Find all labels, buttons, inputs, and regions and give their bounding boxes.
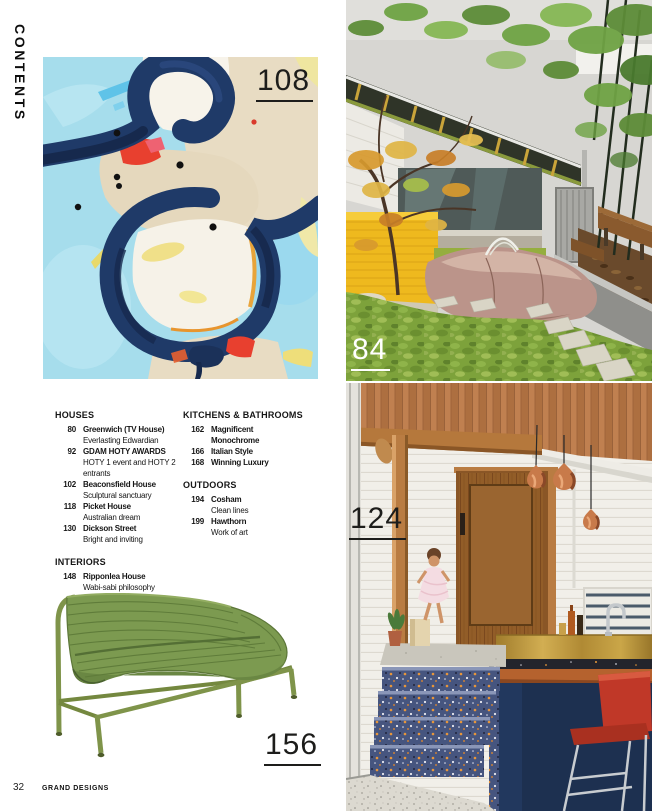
entry-page-number: 118 <box>63 502 76 511</box>
feature-page-number-garden: 84 <box>351 335 390 371</box>
entry-title: Beaconsfield House <box>83 480 156 489</box>
entry-page-number: 102 <box>63 480 76 489</box>
section-heading: HOUSES <box>55 410 95 420</box>
entry-page-number: 162 <box>191 425 204 434</box>
toc-column-left <box>55 410 178 605</box>
footer-page-number: 32 <box>13 782 25 793</box>
courtyard-garden-photo <box>346 0 652 381</box>
kitchen-entry-photo <box>346 383 652 811</box>
entry-subtitle: HOTY 1 event and HOTY 2 entrants <box>83 458 176 478</box>
feature-page-number-bench: 156 <box>264 730 321 766</box>
entry-title: Greenwich (TV House) <box>83 425 165 434</box>
entry-title: Italian Style <box>211 447 253 456</box>
toc-section-interiors <box>55 557 178 593</box>
toc-entry <box>55 523 178 545</box>
entry-subtitle: Australian dream <box>83 513 141 522</box>
toc-entry <box>183 424 301 446</box>
toc-entry <box>55 501 178 523</box>
entry-title: Dickson Street <box>83 524 137 533</box>
entry-page-number: 80 <box>67 425 76 434</box>
entry-page-number: 166 <box>191 447 204 456</box>
section-heading: INTERIORS <box>55 557 106 567</box>
section-heading: OUTDOORS <box>183 480 237 490</box>
entry-subtitle: Bright and inviting <box>83 535 143 544</box>
toc-entry <box>183 494 301 516</box>
feature-page-number-kitchen: 124 <box>349 504 406 540</box>
entry-subtitle: Everlasting Edwardian <box>83 436 159 445</box>
entry-page-number: 199 <box>191 517 204 526</box>
toc-section-kitchens-bathrooms <box>183 410 301 468</box>
entry-page-number: 92 <box>67 447 76 456</box>
abstract-painting-image <box>43 57 318 379</box>
entry-subtitle: Work of art <box>211 528 248 537</box>
footer-magazine-title: GRAND DESIGNS <box>42 785 109 792</box>
entry-title: Winning Luxury <box>211 458 269 467</box>
toc-entry <box>55 446 178 479</box>
entry-subtitle: Clean lines <box>211 506 249 515</box>
entry-subtitle: Wabi-sabi philosophy <box>83 583 155 592</box>
toc-column-right <box>183 410 301 550</box>
entry-title: Hawthorn <box>211 517 247 526</box>
entry-title: GDAM HOTY AWARDS <box>83 447 166 456</box>
entry-subtitle: Sculptural sanctuary <box>83 491 152 500</box>
entry-title: Ripponlea House <box>83 572 146 581</box>
toc-entry <box>183 457 301 468</box>
toc-entry <box>183 446 301 457</box>
toc-section-houses <box>55 410 178 545</box>
entry-title: Picket House <box>83 502 131 511</box>
toc-section-outdoors <box>183 480 301 538</box>
entry-title: Cosham <box>211 495 242 504</box>
toc-entry <box>183 516 301 538</box>
entry-page-number: 194 <box>191 495 204 504</box>
entry-title: Magnificent Monochrome <box>211 425 260 445</box>
feature-page-number-painting: 108 <box>256 66 313 102</box>
contents-vertical-title: CONTENTS <box>12 24 28 122</box>
entry-page-number: 168 <box>191 458 204 467</box>
toc-entry <box>55 479 178 501</box>
toc-entry <box>55 424 178 446</box>
entry-page-number: 130 <box>63 524 76 533</box>
section-heading: KITCHENS & BATHROOMS <box>183 410 303 420</box>
toc-entry <box>55 571 178 593</box>
entry-page-number: 148 <box>63 572 76 581</box>
